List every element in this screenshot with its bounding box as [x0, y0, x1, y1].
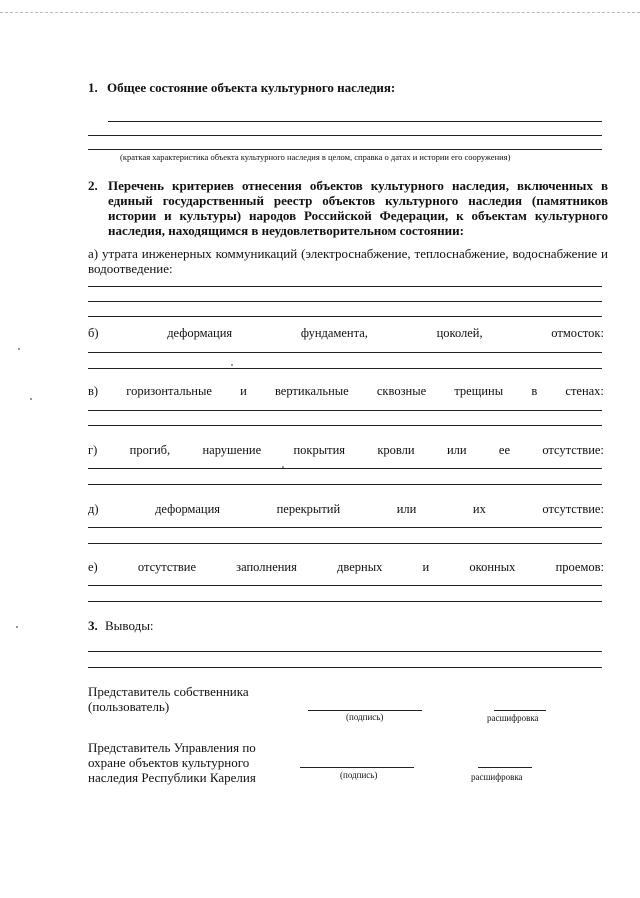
- item-d-row: [88, 502, 604, 517]
- item-v-word: вертикальные: [274, 384, 349, 398]
- item-e-line-2[interactable]: [88, 601, 602, 602]
- admin-label-line: Представитель Управления по: [88, 740, 256, 755]
- item-g-word: ее: [498, 443, 510, 457]
- item-g-line-1[interactable]: [88, 468, 602, 469]
- item-b-line-2[interactable]: [88, 368, 602, 369]
- item-a-line-1[interactable]: [88, 286, 602, 287]
- section3-heading: [88, 618, 154, 634]
- admin-decode-caption: расшифровка: [471, 772, 523, 782]
- item-d-word: отсутствие:: [542, 502, 604, 516]
- item-g-line-2[interactable]: [88, 484, 602, 485]
- item-d-line-1[interactable]: [88, 527, 602, 528]
- item-e-word: дверных: [337, 560, 383, 574]
- section2-title: Перечень критериев отнесения объектов культурного наследия, включенных в единый государственный реестр объектов культурного наследия (памятников истории и культуры) народов Российской Федерации, к объектам культурного наследия, находящимся в неудовлетворительном состоянии:: [108, 178, 608, 238]
- admin-label-line: охране объектов культурного: [88, 755, 250, 770]
- item-b-row: [88, 326, 604, 341]
- section2-number: 2.: [88, 178, 98, 193]
- item-g-word: прогиб,: [129, 443, 171, 457]
- item-g-word: нарушение: [202, 443, 262, 457]
- item-g-word: г): [88, 443, 98, 457]
- section1-number: 1.: [88, 80, 98, 95]
- section1-fill-line-2[interactable]: [88, 135, 602, 136]
- item-d-word: д): [88, 502, 99, 516]
- section1-heading: [88, 80, 395, 96]
- section3-title: Выводы:: [105, 618, 154, 633]
- item-e-line-1[interactable]: [88, 585, 602, 586]
- item-v-word: стенах:: [565, 384, 604, 398]
- owner-label-line: (пользователь): [88, 699, 170, 714]
- item-v-word: в): [88, 384, 99, 398]
- scan-speck: [30, 398, 32, 400]
- scan-speck: [282, 466, 284, 468]
- item-d-line-2[interactable]: [88, 543, 602, 544]
- owner-decode-caption: расшифровка: [487, 713, 539, 723]
- owner-signature-line[interactable]: [308, 710, 422, 711]
- admin-decode-line[interactable]: [478, 767, 532, 768]
- item-v-word: горизонтальные: [126, 384, 212, 398]
- item-b-word: отмосток:: [551, 326, 604, 340]
- item-e-word: е): [88, 560, 98, 574]
- top-dashed-border: [0, 12, 640, 13]
- section1-caption: (краткая характеристика объекта культурного наследия в целом, справка о датах и истории его сооружения): [120, 152, 511, 162]
- item-e-row: [88, 560, 604, 575]
- item-d-word: деформация: [155, 502, 221, 516]
- item-a-text: а) утрата инженерных коммуникаций (электроснабжение, теплоснабжение, водоснабжение и водоотведение:: [88, 246, 608, 276]
- admin-signature-line[interactable]: [300, 767, 414, 768]
- item-d-word: их: [472, 502, 486, 516]
- item-v-line-2[interactable]: [88, 425, 602, 426]
- item-v-word: трещины: [454, 384, 504, 398]
- item-v-word: и: [240, 384, 247, 398]
- item-g-word: или: [446, 443, 467, 457]
- item-b-line-1[interactable]: [88, 352, 602, 353]
- item-v-word: в: [531, 384, 538, 398]
- item-g-row: [88, 443, 604, 458]
- admin-signature-caption: (подпись): [340, 770, 378, 780]
- item-d-word: перекрытий: [276, 502, 341, 516]
- section3-line-2[interactable]: [88, 667, 602, 668]
- item-g-word: покрытия: [293, 443, 346, 457]
- item-d-word: или: [396, 502, 417, 516]
- item-v-word: сквозные: [376, 384, 427, 398]
- owner-label-line: Представитель собственника: [88, 684, 249, 699]
- item-g-word: отсутствие:: [542, 443, 604, 457]
- item-v-line-1[interactable]: [88, 410, 602, 411]
- item-b-word: деформация: [167, 326, 233, 340]
- item-g-word: кровли: [377, 443, 415, 457]
- item-b-word: цоколей,: [436, 326, 483, 340]
- admin-label-line: наследия Республики Карелия: [88, 770, 256, 785]
- item-b-word: б): [88, 326, 99, 340]
- section1-title: Общее состояние объекта культурного наследия:: [107, 80, 396, 95]
- item-e-word: оконных: [469, 560, 516, 574]
- item-e-word: проемов:: [555, 560, 604, 574]
- item-a-line-3[interactable]: [88, 316, 602, 317]
- item-e-word: отсутствие: [137, 560, 196, 574]
- section1-fill-line-3[interactable]: [88, 149, 602, 150]
- item-b-word: фундамента,: [300, 326, 368, 340]
- owner-signature-caption: (подпись): [346, 712, 384, 722]
- scan-speck: [16, 626, 18, 628]
- owner-representative-label: [88, 684, 249, 714]
- item-a-line-2[interactable]: [88, 301, 602, 302]
- admin-representative-label: [88, 740, 256, 785]
- section3-line-1[interactable]: [88, 651, 602, 652]
- item-e-word: заполнения: [236, 560, 297, 574]
- owner-decode-line[interactable]: [494, 710, 546, 711]
- item-e-word: и: [422, 560, 430, 574]
- scan-speck: [18, 348, 20, 350]
- section1-fill-line-1[interactable]: [108, 121, 602, 122]
- section3-number: 3.: [88, 618, 98, 633]
- section2-heading: [88, 178, 608, 238]
- item-v-row: [88, 384, 604, 399]
- scan-speck: [231, 364, 233, 366]
